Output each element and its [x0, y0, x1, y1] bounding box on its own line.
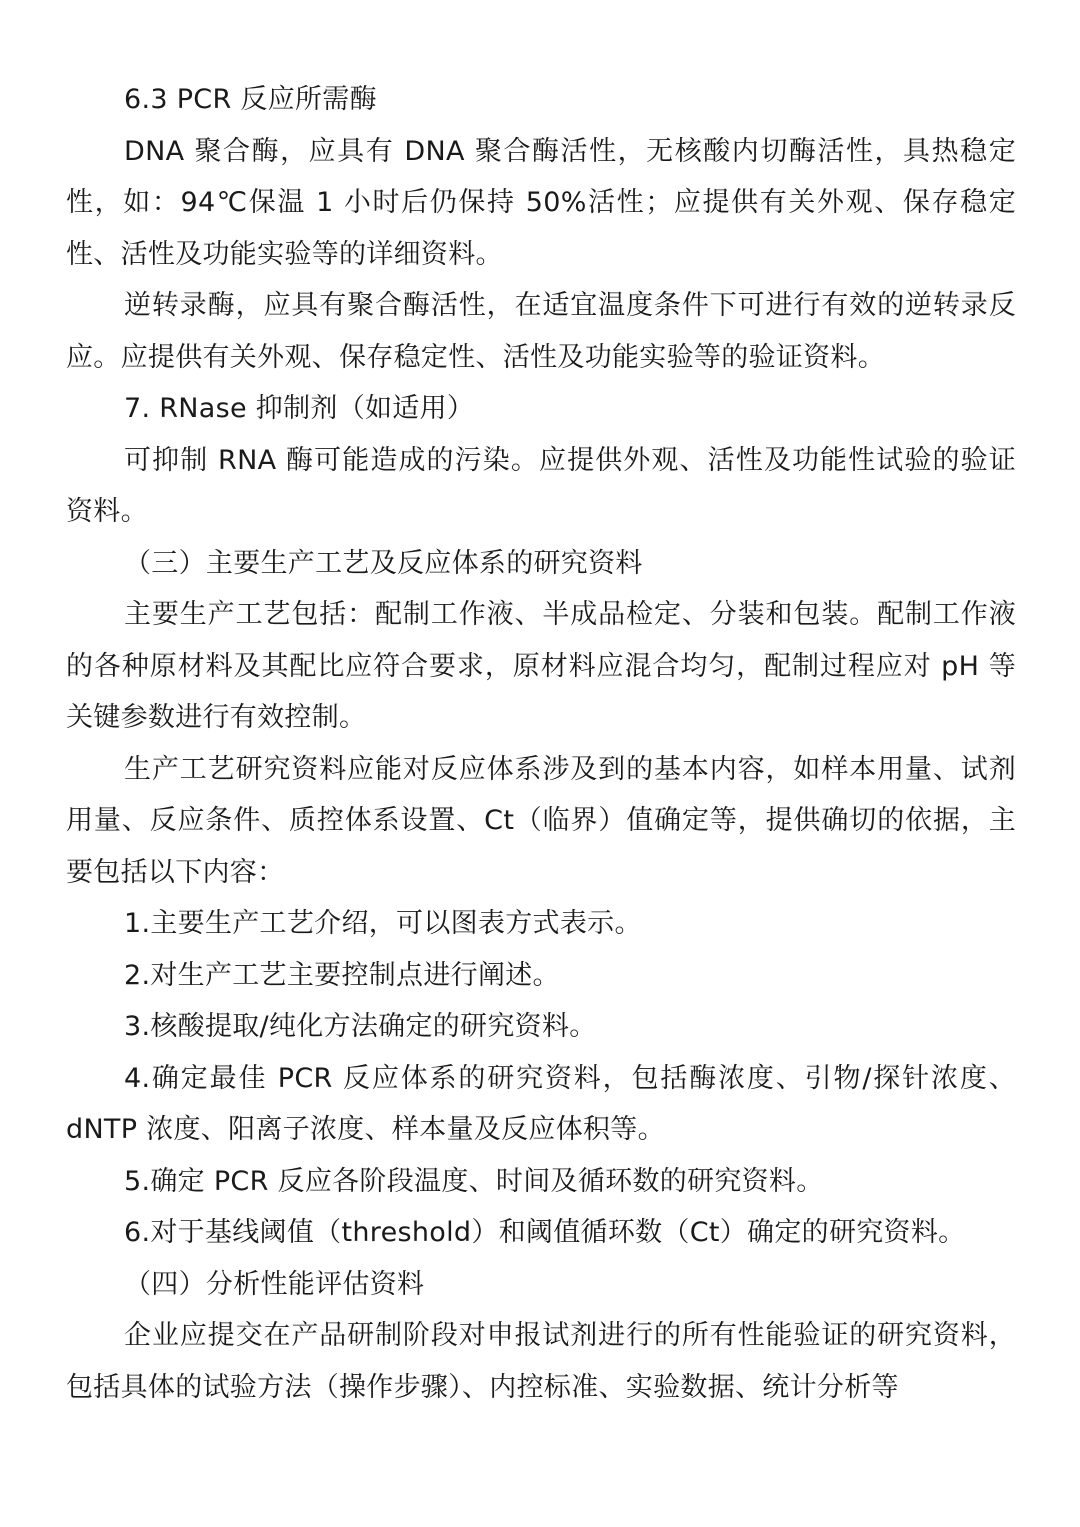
section-heading-rnase-inhibitor: 7. RNase 抑制剂（如适用） — [124, 393, 475, 424]
paragraph-analytical-performance: 企业应提交在产品研制阶段对申报试剂进行的所有性能验证的研究资料，包括具体的试验方法（操作步骤）、内控标准、实验数据、统计分析等 — [66, 1320, 1016, 1403]
list-item-3: 3.核酸提取/纯化方法确定的研究资料。 — [124, 1011, 597, 1042]
list-item-5: 5.确定 PCR 反应各阶段温度、时间及循环数的研究资料。 — [124, 1165, 824, 1197]
paragraph-reverse-transcriptase: 逆转录酶，应具有聚合酶活性，在适宜温度条件下可进行有效的逆转录反应。应提供有关外观、保存稳定性、活性及功能实验等的验证资料。 — [66, 290, 1016, 373]
section-heading-production-process: （三）主要生产工艺及反应体系的研究资料 — [124, 547, 643, 579]
section-heading-analytical-performance: （四）分析性能评估资料 — [124, 1268, 425, 1300]
paragraph-dna-polymerase: DNA 聚合酶，应具有 DNA 聚合酶活性，无核酸内切酶活性，具热稳定性，如：94℃保温 1 小时后仍保持 50%活性；应提供有关外观、保存稳定性、活性及功能实验等的详细资料。 — [66, 135, 1016, 270]
list-item-4: 4.确定最佳 PCR 反应体系的研究资料，包括酶浓度、引物/探针浓度、dNTP 浓度、阳离子浓度、样本量及反应体积等。 — [66, 1062, 1016, 1145]
list-item-2: 2.对生产工艺主要控制点进行阐述。 — [124, 959, 560, 991]
paragraph-process-research: 生产工艺研究资料应能对反应体系涉及到的基本内容，如样本用量、试剂用量、反应条件、质控体系设置、Ct（临界）值确定等，提供确切的依据，主要包括以下内容： — [66, 753, 1016, 888]
paragraph-rnase-inhibitor: 可抑制 RNA 酶可能造成的污染。应提供外观、活性及功能性试验的验证资料。 — [66, 444, 1016, 527]
section-heading-pcr-enzymes: 6.3 PCR 反应所需酶 — [124, 84, 377, 115]
document-body — [66, 74, 1016, 1413]
list-item-1: 1.主要生产工艺介绍，可以图表方式表示。 — [124, 908, 642, 939]
paragraph-production-process: 主要生产工艺包括：配制工作液、半成品检定、分装和包装。配制工作液的各种原材料及其配比应符合要求，原材料应混合均匀，配制过程应对 pH 等关键参数进行有效控制。 — [66, 599, 1016, 733]
list-item-6: 6.对于基线阈值（threshold）和阈值循环数（Ct）确定的研究资料。 — [124, 1217, 966, 1248]
